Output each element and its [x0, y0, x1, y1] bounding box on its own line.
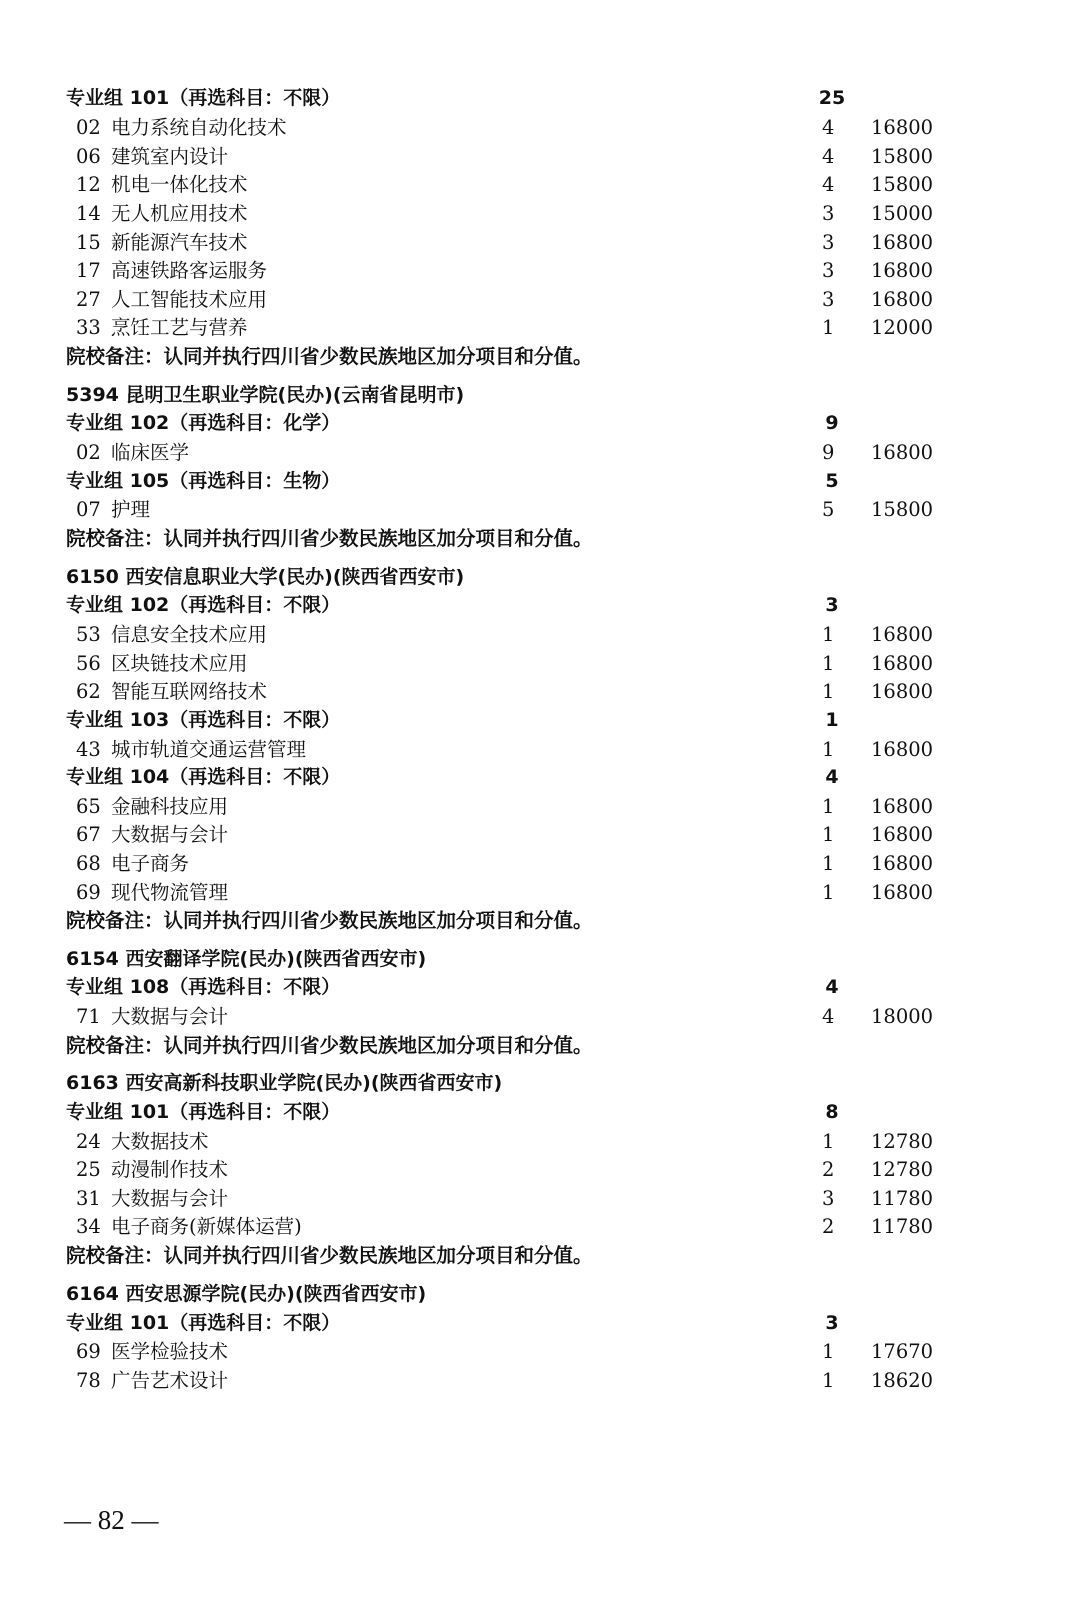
- school-note: [0, 342, 1080, 371]
- major-name: 大数据技术: [111, 1130, 209, 1153]
- major-name: 电子商务: [111, 852, 190, 875]
- major-name: 电力系统自动化技术: [111, 116, 287, 139]
- major-code: 34: [76, 1215, 101, 1238]
- major-tuition: 18620: [871, 1369, 934, 1392]
- major-plan-count: 3: [822, 259, 835, 282]
- major-tuition: 12780: [871, 1158, 934, 1181]
- major-plan-count: 3: [822, 288, 835, 311]
- major-code: 02: [76, 441, 101, 464]
- major-code: 06: [76, 145, 101, 168]
- major-plan-count: 2: [822, 1215, 835, 1238]
- major-code: 65: [76, 795, 101, 818]
- major-row: [0, 1212, 1080, 1241]
- major-code: 67: [76, 823, 101, 846]
- major-tuition: 18000: [871, 1005, 934, 1028]
- major-name: 智能互联网络技术: [111, 680, 268, 703]
- major-tuition: 16800: [871, 738, 934, 761]
- major-tuition: 12000: [871, 316, 934, 339]
- major-plan-count: 2: [822, 1158, 835, 1181]
- major-row: [0, 495, 1080, 524]
- major-group-title: 专业组 104（再选科目：不限）: [66, 766, 341, 788]
- major-group-count: 8: [825, 1101, 839, 1123]
- major-group-title: 专业组 108（再选科目：不限）: [66, 976, 341, 998]
- major-group-row: [0, 1309, 1080, 1338]
- school-name: 6164 西安思源学院(民办)(陕西省西安市): [66, 1283, 427, 1305]
- major-row: [0, 649, 1080, 678]
- major-code: 12: [76, 173, 101, 196]
- school-header: [0, 1069, 1080, 1098]
- major-group-count: 4: [825, 976, 839, 998]
- major-plan-count: 1: [822, 316, 835, 339]
- major-plan-count: 9: [822, 441, 835, 464]
- school-note-text: 院校备注：认同并执行四川省少数民族地区加分项目和分值。: [66, 1034, 593, 1057]
- major-tuition: 16800: [871, 116, 934, 139]
- major-tuition: 16800: [871, 259, 934, 282]
- major-row: [0, 1184, 1080, 1213]
- major-code: 33: [76, 316, 101, 339]
- major-name: 大数据与会计: [111, 1005, 229, 1028]
- major-code: 53: [76, 623, 101, 646]
- major-row: [0, 285, 1080, 314]
- major-code: 15: [76, 231, 101, 254]
- school-note: [0, 906, 1080, 935]
- major-code: 69: [76, 1340, 101, 1363]
- major-group-row: [0, 763, 1080, 792]
- major-name: 大数据与会计: [111, 1187, 229, 1210]
- major-code: 69: [76, 881, 101, 904]
- school-name: 6150 西安信息职业大学(民办)(陕西省西安市): [66, 566, 465, 588]
- major-group-title: 专业组 101（再选科目：不限）: [66, 87, 341, 109]
- major-name: 临床医学: [111, 441, 190, 464]
- major-row: [0, 256, 1080, 285]
- major-plan-count: 1: [822, 795, 835, 818]
- major-group-title: 专业组 102（再选科目：化学）: [66, 412, 341, 434]
- major-plan-count: 3: [822, 202, 835, 225]
- school-header: [0, 1280, 1080, 1309]
- major-row: [0, 1366, 1080, 1395]
- major-tuition: 17670: [871, 1340, 934, 1363]
- major-group-count: 9: [825, 412, 839, 434]
- school-note-text: 院校备注：认同并执行四川省少数民族地区加分项目和分值。: [66, 909, 593, 932]
- school-name: 5394 昆明卫生职业学院(民办)(云南省昆明市): [66, 384, 465, 406]
- major-group-title: 专业组 105（再选科目：生物）: [66, 470, 341, 492]
- major-code: 31: [76, 1187, 101, 1210]
- major-name: 无人机应用技术: [111, 202, 248, 225]
- major-name: 高速铁路客运服务: [111, 259, 268, 282]
- major-name: 电子商务(新媒体运营): [111, 1215, 302, 1238]
- major-code: 25: [76, 1158, 101, 1181]
- major-name: 信息安全技术应用: [111, 623, 268, 646]
- major-plan-count: 1: [822, 738, 835, 761]
- major-name: 医学检验技术: [111, 1340, 229, 1363]
- major-tuition: 16800: [871, 823, 934, 846]
- school-note-text: 院校备注：认同并执行四川省少数民族地区加分项目和分值。: [66, 1244, 593, 1267]
- major-code: 27: [76, 288, 101, 311]
- major-row: [0, 878, 1080, 907]
- major-name: 区块链技术应用: [111, 652, 248, 675]
- major-code: 43: [76, 738, 101, 761]
- major-code: 24: [76, 1130, 101, 1153]
- major-tuition: 11780: [871, 1215, 934, 1238]
- major-tuition: 16800: [871, 288, 934, 311]
- major-group-title: 专业组 103（再选科目：不限）: [66, 709, 341, 731]
- school-name: 6154 西安翻译学院(民办)(陕西省西安市): [66, 948, 427, 970]
- major-code: 07: [76, 498, 101, 521]
- major-row: [0, 313, 1080, 342]
- school-header: [0, 563, 1080, 592]
- major-tuition: 15800: [871, 498, 934, 521]
- major-group-row: [0, 1098, 1080, 1127]
- major-plan-count: 1: [822, 652, 835, 675]
- major-group-count: 4: [825, 766, 839, 788]
- major-row: [0, 1155, 1080, 1184]
- major-code: 71: [76, 1005, 101, 1028]
- major-plan-count: 3: [822, 1187, 835, 1210]
- major-row: [0, 735, 1080, 764]
- major-group-row: [0, 84, 1080, 113]
- major-row: [0, 1127, 1080, 1156]
- major-name: 机电一体化技术: [111, 173, 248, 196]
- major-code: 17: [76, 259, 101, 282]
- major-plan-count: 4: [822, 116, 835, 139]
- major-name: 护理: [111, 498, 151, 521]
- major-name: 人工智能技术应用: [111, 288, 268, 311]
- major-tuition: 15800: [871, 173, 934, 196]
- major-group-count: 25: [818, 87, 846, 109]
- major-row: [0, 1337, 1080, 1366]
- major-row: [0, 620, 1080, 649]
- major-group-count: 3: [825, 594, 839, 616]
- major-plan-count: 1: [822, 852, 835, 875]
- major-plan-count: 3: [822, 231, 835, 254]
- major-tuition: 16800: [871, 852, 934, 875]
- major-group-row: [0, 467, 1080, 496]
- major-row: [0, 792, 1080, 821]
- major-plan-count: 4: [822, 173, 835, 196]
- major-tuition: 16800: [871, 623, 934, 646]
- major-tuition: 12780: [871, 1130, 934, 1153]
- major-plan-count: 1: [822, 1130, 835, 1153]
- major-tuition: 16800: [871, 652, 934, 675]
- major-plan-count: 1: [822, 881, 835, 904]
- major-code: 14: [76, 202, 101, 225]
- major-row: [0, 142, 1080, 171]
- major-plan-count: 4: [822, 1005, 835, 1028]
- major-row: [0, 677, 1080, 706]
- major-plan-count: 1: [822, 623, 835, 646]
- major-row: [0, 170, 1080, 199]
- major-name: 金融科技应用: [111, 795, 229, 818]
- major-row: [0, 438, 1080, 467]
- major-name: 动漫制作技术: [111, 1158, 229, 1181]
- major-tuition: 16800: [871, 881, 934, 904]
- school-header: [0, 945, 1080, 974]
- major-group-row: [0, 409, 1080, 438]
- major-group-row: [0, 591, 1080, 620]
- major-code: 62: [76, 680, 101, 703]
- major-name: 烹饪工艺与营养: [111, 316, 248, 339]
- major-plan-count: 1: [822, 1369, 835, 1392]
- major-code: 56: [76, 652, 101, 675]
- major-row: [0, 1002, 1080, 1031]
- major-code: 02: [76, 116, 101, 139]
- page-number: — 82 —: [64, 1505, 159, 1535]
- major-group-title: 专业组 101（再选科目：不限）: [66, 1312, 341, 1334]
- major-name: 新能源汽车技术: [111, 231, 248, 254]
- major-tuition: 16800: [871, 231, 934, 254]
- major-code: 78: [76, 1369, 101, 1392]
- major-group-count: 5: [825, 470, 839, 492]
- major-plan-count: 5: [822, 498, 835, 521]
- major-plan-count: 1: [822, 1340, 835, 1363]
- major-code: 68: [76, 852, 101, 875]
- major-tuition: 16800: [871, 441, 934, 464]
- school-note: [0, 1031, 1080, 1060]
- school-note: [0, 1241, 1080, 1270]
- major-group-row: [0, 973, 1080, 1002]
- major-group-count: 1: [825, 709, 839, 731]
- major-plan-count: 1: [822, 680, 835, 703]
- major-tuition: 15800: [871, 145, 934, 168]
- major-name: 城市轨道交通运营管理: [111, 738, 307, 761]
- school-name: 6163 西安高新科技职业学院(民办)(陕西省西安市): [66, 1072, 503, 1094]
- major-plan-count: 1: [822, 823, 835, 846]
- major-tuition: 16800: [871, 680, 934, 703]
- school-note-text: 院校备注：认同并执行四川省少数民族地区加分项目和分值。: [66, 345, 593, 368]
- major-group-title: 专业组 101（再选科目：不限）: [66, 1101, 341, 1123]
- major-group-count: 3: [825, 1312, 839, 1334]
- major-tuition: 16800: [871, 795, 934, 818]
- major-tuition: 11780: [871, 1187, 934, 1210]
- school-note-text: 院校备注：认同并执行四川省少数民族地区加分项目和分值。: [66, 527, 593, 550]
- major-row: [0, 228, 1080, 257]
- major-row: [0, 113, 1080, 142]
- major-name: 建筑室内设计: [111, 145, 229, 168]
- major-name: 大数据与会计: [111, 823, 229, 846]
- major-name: 广告艺术设计: [111, 1369, 229, 1392]
- major-row: [0, 820, 1080, 849]
- school-note: [0, 524, 1080, 553]
- major-row: [0, 849, 1080, 878]
- major-plan-count: 4: [822, 145, 835, 168]
- major-row: [0, 199, 1080, 228]
- school-header: [0, 381, 1080, 410]
- major-group-title: 专业组 102（再选科目：不限）: [66, 594, 341, 616]
- major-group-row: [0, 706, 1080, 735]
- major-name: 现代物流管理: [111, 881, 229, 904]
- major-tuition: 15000: [871, 202, 934, 225]
